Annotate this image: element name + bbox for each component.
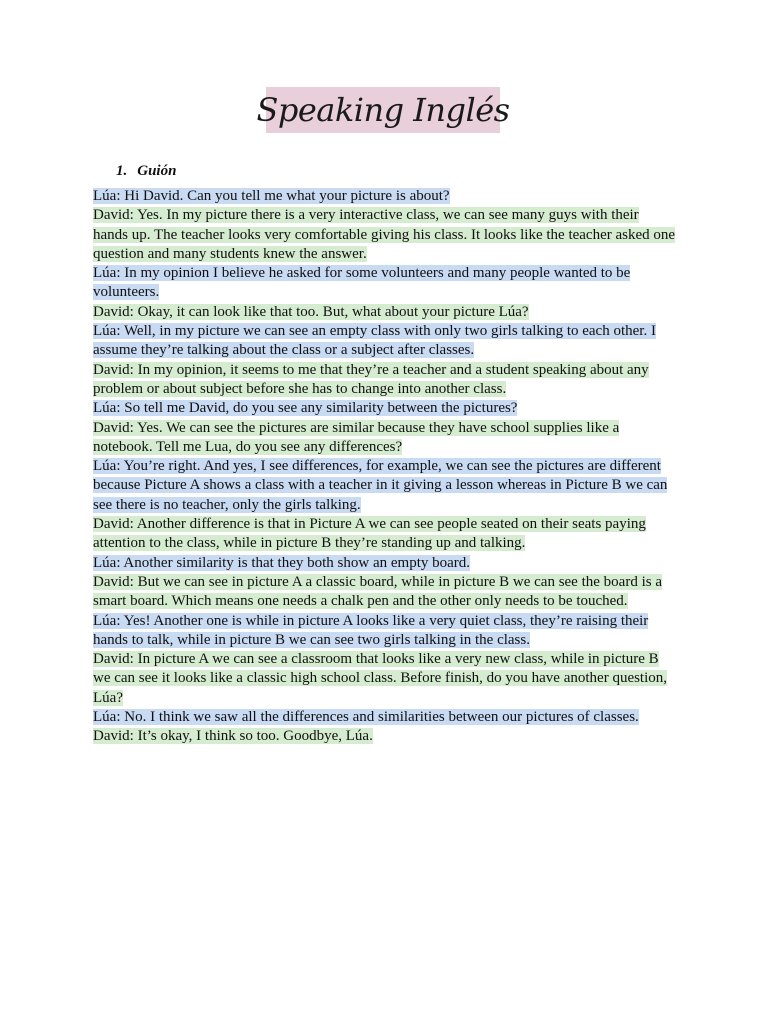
dialogue-text: David: Okay, it can look like that too. But, what about your picture Lúa? bbox=[93, 303, 529, 320]
dialogue-line-david bbox=[93, 419, 677, 458]
page-title: Speaking Inglés bbox=[256, 91, 510, 129]
dialogue-line-david bbox=[93, 573, 677, 612]
dialogue-text: David: Yes. We can see the pictures are similar because they have school supplies like a notebook. Tell me Lua, do you see any differences? bbox=[93, 419, 620, 455]
dialogue-text: Lúa: Hi David. Can you tell me what your picture is about? bbox=[93, 188, 450, 204]
dialogue-text: David: Another difference is that in Picture A we can see people seated on their seats paying attention to the class, while in picture B they’re standing up and talking. bbox=[93, 516, 646, 552]
dialogue-script bbox=[93, 187, 677, 747]
dialogue-text: Lúa: Well, in my picture we can see an empty class with only two girls talking to each other. I assume they’re talking about the class or a subject after classes. bbox=[93, 323, 656, 359]
dialogue-line-lua bbox=[93, 554, 677, 573]
dialogue-line-david bbox=[93, 361, 677, 400]
section-label: Guión bbox=[137, 163, 177, 179]
dialogue-line-lua bbox=[93, 264, 677, 303]
dialogue-line-lua bbox=[93, 457, 677, 515]
dialogue-line-lua bbox=[93, 399, 677, 418]
dialogue-line-lua bbox=[93, 612, 677, 651]
dialogue-line-david bbox=[93, 727, 677, 746]
dialogue-text: David: In my opinion, it seems to me that they’re a teacher and a student speaking about any problem or about subject before she has to change into another class. bbox=[93, 361, 649, 397]
dialogue-text: Lúa: Yes! Another one is while in picture A looks like a very quiet class, they’re raising their hands to talk, while in picture B we can see two girls talking in the class. bbox=[93, 612, 649, 648]
dialogue-text: David: Yes. In my picture there is a very interactive class, we can see many guys with their hands up. The teacher looks very comfortable giving his class. It looks like the teacher asked one question and many students knew the answer. bbox=[93, 207, 676, 262]
dialogue-text: David: But we can see in picture A a classic board, while in picture B we can see the board is a smart board. Which means one needs a chalk pen and the other only needs to be touched. bbox=[93, 573, 662, 610]
dialogue-text: David: In picture A we can see a classroom that looks like a very new class, while in picture B we can see it looks like a classic high school class. Before finish, do you have another question, Lúa? bbox=[93, 651, 668, 706]
dialogue-text: David: It’s okay, I think so too. Goodbye, Lúa. bbox=[93, 728, 373, 745]
dialogue-text: Lúa: You’re right. And yes, I see differences, for example, we can see the pictures are different because Picture A shows a class with a teacher in it giving a lesson whereas in Picture B we can see there is no teacher, only the girls talking. bbox=[93, 458, 668, 513]
dialogue-line-lua bbox=[93, 322, 677, 361]
dialogue-line-lua bbox=[93, 708, 677, 727]
dialogue-line-david bbox=[93, 206, 677, 264]
dialogue-text: Lúa: Another similarity is that they both show an empty board. bbox=[93, 554, 471, 571]
section-heading bbox=[116, 163, 176, 180]
dialogue-line-david bbox=[93, 515, 677, 554]
dialogue-text: Lúa: In my opinion I believe he asked for some volunteers and many people wanted to be volunteers. bbox=[93, 265, 631, 301]
dialogue-text: Lúa: No. I think we saw all the differences and similarities between our pictures of classes. bbox=[93, 709, 639, 726]
dialogue-line-david bbox=[93, 650, 677, 708]
dialogue-line-david bbox=[93, 303, 677, 322]
dialogue-text: Lúa: So tell me David, do you see any similarity between the pictures? bbox=[93, 400, 518, 417]
section-number: 1. bbox=[116, 163, 128, 179]
title-banner bbox=[256, 87, 510, 133]
dialogue-line-lua bbox=[93, 187, 677, 206]
